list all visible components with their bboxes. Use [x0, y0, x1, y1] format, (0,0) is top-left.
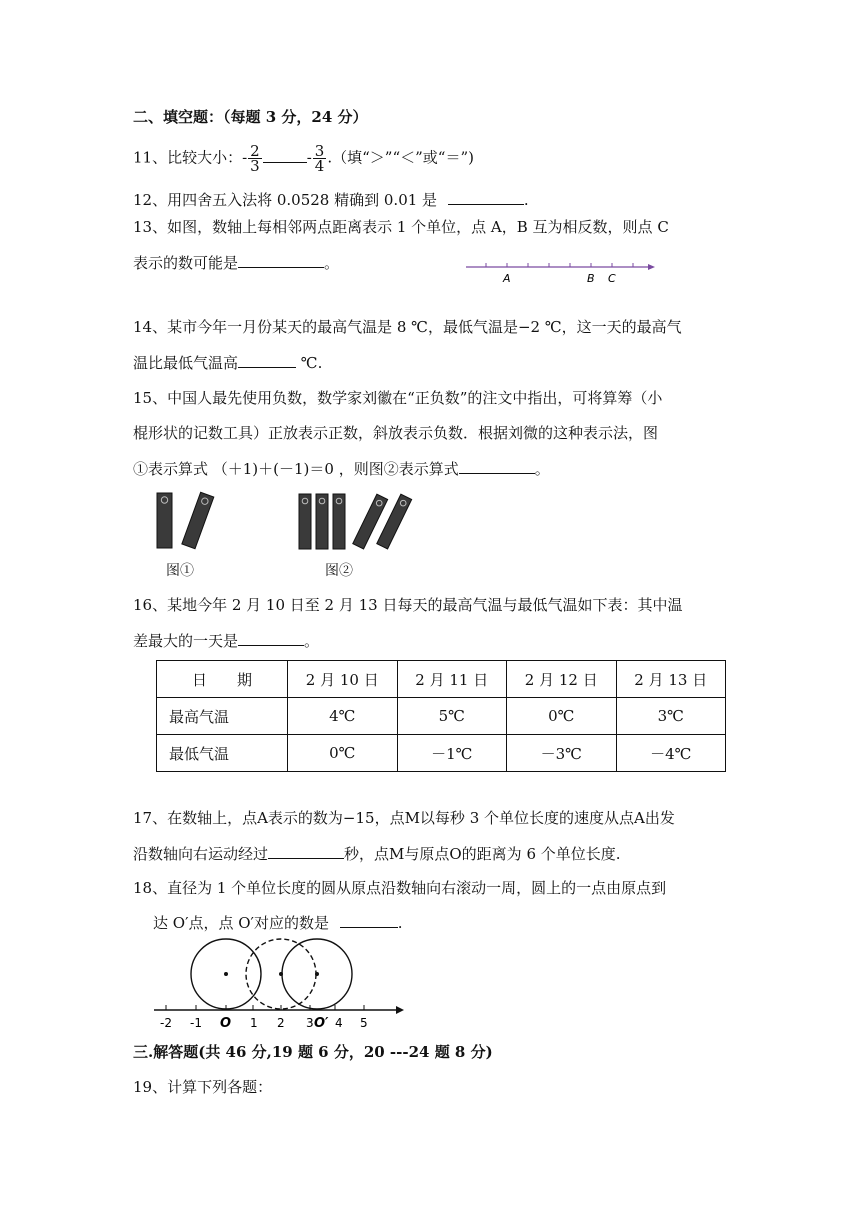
table-row	[157, 735, 726, 772]
q11-suffix: .（填“＞”“＜”或“＝”)	[327, 148, 474, 167]
fraction-b-num: 3	[314, 142, 325, 160]
q16-line2-text: 差最大的一天是	[133, 632, 239, 650]
table-cell: 最高气温	[157, 698, 288, 735]
q12-end: .	[523, 191, 529, 209]
figure-2-caption: 图②	[325, 563, 353, 579]
q15-end: 。	[534, 460, 550, 478]
question-14-line2	[133, 352, 322, 373]
tick-label-o-prime: O′	[314, 1016, 329, 1031]
table-cell: －1℃	[397, 735, 507, 772]
question-15-line1: 15、中国人最先使用负数，数学家刘徽在“正负数”的注文中指出，可将算筹（小	[133, 389, 663, 407]
number-line-13	[462, 258, 662, 286]
tick-label: 1	[250, 1016, 258, 1030]
tick-label: 3	[306, 1016, 314, 1030]
tick-label: 4	[335, 1016, 343, 1030]
tick-label-origin: O	[220, 1016, 232, 1031]
point-label-b: B	[587, 272, 595, 285]
table-cell: －3℃	[507, 735, 617, 772]
q11-sign-b: -	[306, 148, 312, 167]
table-cell: 日 期	[157, 661, 288, 698]
table-cell: 2 月 10 日	[288, 661, 398, 698]
temperature-table	[156, 660, 726, 772]
point-label-c: C	[608, 272, 616, 285]
table-row	[157, 661, 726, 698]
fraction-b-den: 4	[314, 157, 325, 175]
q12-text: 12、用四舍五入法将 0.0528 精确到 0.01 是	[133, 191, 438, 209]
table-cell: 0℃	[288, 735, 398, 772]
q16-end: 。	[304, 632, 320, 650]
section-title-fill-in: 二、填空题：（每题 3 分，24 分）	[133, 108, 368, 126]
counting-rods-figure-1	[150, 490, 230, 552]
table-cell: 2 月 13 日	[616, 661, 726, 698]
tick-label: 5	[360, 1016, 368, 1030]
q15-line3-text: ①表示算式 （＋1)＋(－1)＝0 ，则图②表示算式	[133, 460, 459, 478]
question-11	[133, 144, 474, 173]
q11-sign-a: -	[242, 148, 248, 167]
answer-blank-18[interactable]	[340, 912, 398, 928]
table-cell: 0℃	[507, 698, 617, 735]
tick-label: -1	[190, 1016, 202, 1030]
question-12	[133, 189, 529, 210]
question-19: 19、计算下列各题：	[133, 1078, 273, 1096]
answer-blank-13[interactable]	[238, 252, 324, 268]
table-cell: 4℃	[288, 698, 398, 735]
q13-end: 。	[324, 254, 340, 272]
tick-label: 2	[277, 1016, 285, 1030]
q18-line2-text: 达 O′点，点 O′对应的数是	[153, 914, 329, 932]
question-17-line2	[133, 843, 621, 864]
question-14-line1: 14、某市今年一月份某天的最高气温是 8 ℃，最低气温是−2 ℃，这一天的最高气	[133, 318, 682, 336]
q17-line2-text: 沿数轴向右运动经过	[133, 845, 269, 863]
point-label-a: A	[503, 272, 511, 285]
fraction-b	[313, 144, 327, 173]
table-cell: －4℃	[616, 735, 726, 772]
answer-blank-12[interactable]	[448, 189, 524, 205]
answer-blank-14[interactable]	[238, 352, 296, 368]
tick-label: -2	[160, 1016, 172, 1030]
fraction-a-den: 3	[250, 157, 260, 175]
question-18-line2	[153, 912, 403, 933]
question-16-line1: 16、某地今年 2 月 10 日至 2 月 13 日每天的最高气温与最低气温如下表：其中温	[133, 596, 683, 614]
section-title-solve: 三.解答题(共 46 分,19 题 6 分，20 ---24 题 8 分)	[133, 1043, 493, 1061]
q13-line2-text: 表示的数可能是	[133, 254, 239, 272]
question-13-line2	[133, 252, 339, 273]
q18-end: .	[397, 914, 403, 932]
question-15-line2: 棍形状的记数工具）正放表示正数，斜放表示负数．根据刘微的这种表示法，图	[133, 424, 659, 442]
table-cell: 5℃	[397, 698, 507, 735]
q11-prefix: 11、比较大小：	[133, 148, 243, 167]
table-cell: 2 月 11 日	[397, 661, 507, 698]
question-17-line1: 17、在数轴上，点A表示的数为−15，点M以每秒 3 个单位长度的速度从点A出发	[133, 809, 675, 827]
q14-end: ℃.	[300, 354, 323, 372]
table-cell: 3℃	[616, 698, 726, 735]
answer-blank-17[interactable]	[268, 843, 344, 859]
answer-blank-16[interactable]	[238, 630, 304, 646]
q17-line2-end: 秒，点M与原点O的距离为 6 个单位长度.	[344, 845, 621, 863]
answer-blank-11[interactable]	[263, 147, 307, 163]
table-cell: 最低气温	[157, 735, 288, 772]
rolling-circle-diagram	[150, 936, 410, 1032]
figure-1-caption: 图①	[166, 563, 194, 579]
counting-rods-figure-2	[292, 490, 422, 554]
question-18-line1: 18、直径为 1 个单位长度的圆从原点沿数轴向右滚动一周，圆上的一点由原点到	[133, 879, 667, 897]
table-cell: 2 月 12 日	[507, 661, 617, 698]
q14-line2-text: 温比最低气温高	[133, 354, 239, 372]
fraction-a-num: 2	[250, 142, 260, 160]
question-16-line2	[133, 630, 319, 651]
question-13-line1: 13、如图，数轴上每相邻两点距离表示 1 个单位，点 A，B 互为相反数，则点 C	[133, 218, 669, 236]
question-15-line3	[133, 458, 550, 479]
answer-blank-15[interactable]	[459, 458, 535, 474]
fraction-a	[248, 144, 262, 173]
table-row	[157, 698, 726, 735]
